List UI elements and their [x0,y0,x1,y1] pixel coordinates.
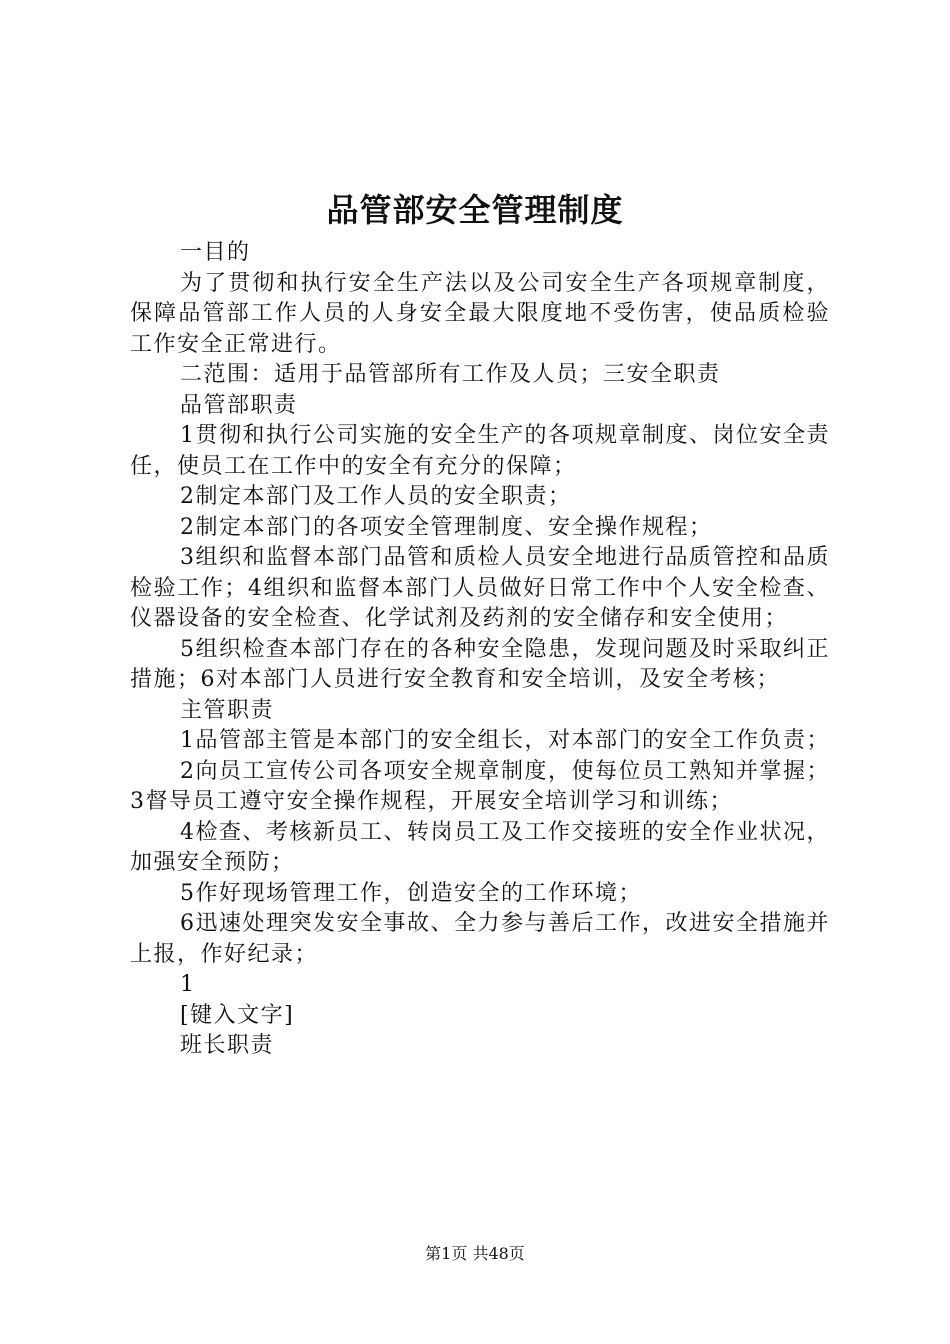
page-title: 品管部安全管理制度 [326,191,624,229]
page-footer: 第1页 共48页 [425,1244,525,1263]
placeholder-text: [键入文字] [180,1002,295,1028]
document-body [130,238,830,1062]
paragraph-purpose-text: 为了贯彻和执行安全生产法以及公司安全生产各项规章制度，保障品管部工作人员的人身安全最大限度地不受伤害，使品质检验工作安全正常进行。 [130,270,830,357]
paragraph-scope: 二范围：适用于品管部所有工作及人员；三安全职责 [180,362,721,387]
paragraph-dept-duty-3-4: 3组织和监督本部门品管和质检人员安全地进行品质管控和品质检验工作；4组织和监督本部门人员做好日常工作中个人安全检查、仪器设备的安全检查、化学试剂及药剂的安全储存和安全使用； [130,545,830,631]
paragraph-supervisor-duty-5: 5作好现场管理工作，创造安全的工作环境； [180,880,642,906]
section-heading-dept-duties: 品管部职责 [180,392,298,418]
paragraph-purpose-heading: 一目的 [180,240,251,265]
section-heading-supervisor-duties: 主管职责 [180,697,275,723]
paragraph-supervisor-duty-6: 6迅速处理突发安全事故、全力参与善后工作，改进安全措施并上报，作好纪录； [130,911,830,967]
section-heading-team-lead-duties: 班长职责 [180,1033,275,1058]
paragraph-dept-duty-1: 1贯彻和执行公司实施的安全生产的各项规章制度、岗位安全责任，使员工在工作中的安全有充分的保障； [130,423,830,479]
paragraph-supervisor-duty-4: 4检查、考核新员工、转岗员工及工作交接班的安全作业状况，加强安全预防； [130,819,830,875]
stray-number: 1 [180,972,196,997]
paragraph-dept-duty-2b: 2制定本部门的各项安全管理制度、安全操作规程； [180,514,713,540]
paragraph-supervisor-duty-1: 1品管部主管是本部门的安全组长，对本部门的安全工作负责； [180,728,830,753]
paragraph-supervisor-duty-2-3: 2向员工宣传公司各项安全规章制度，使每位员工熟知并掌握；3督导员工遵守安全操作规程，开展安全培训学习和训练； [130,758,830,814]
paragraph-dept-duty-2: 2制定本部门及工作人员的安全职责； [180,484,572,509]
paragraph-dept-duty-5-6: 5组织检查本部门存在的各种安全隐患，发现问题及时采取纠正措施；6对本部门人员进行安全教育和安全培训，及安全考核； [130,636,830,692]
